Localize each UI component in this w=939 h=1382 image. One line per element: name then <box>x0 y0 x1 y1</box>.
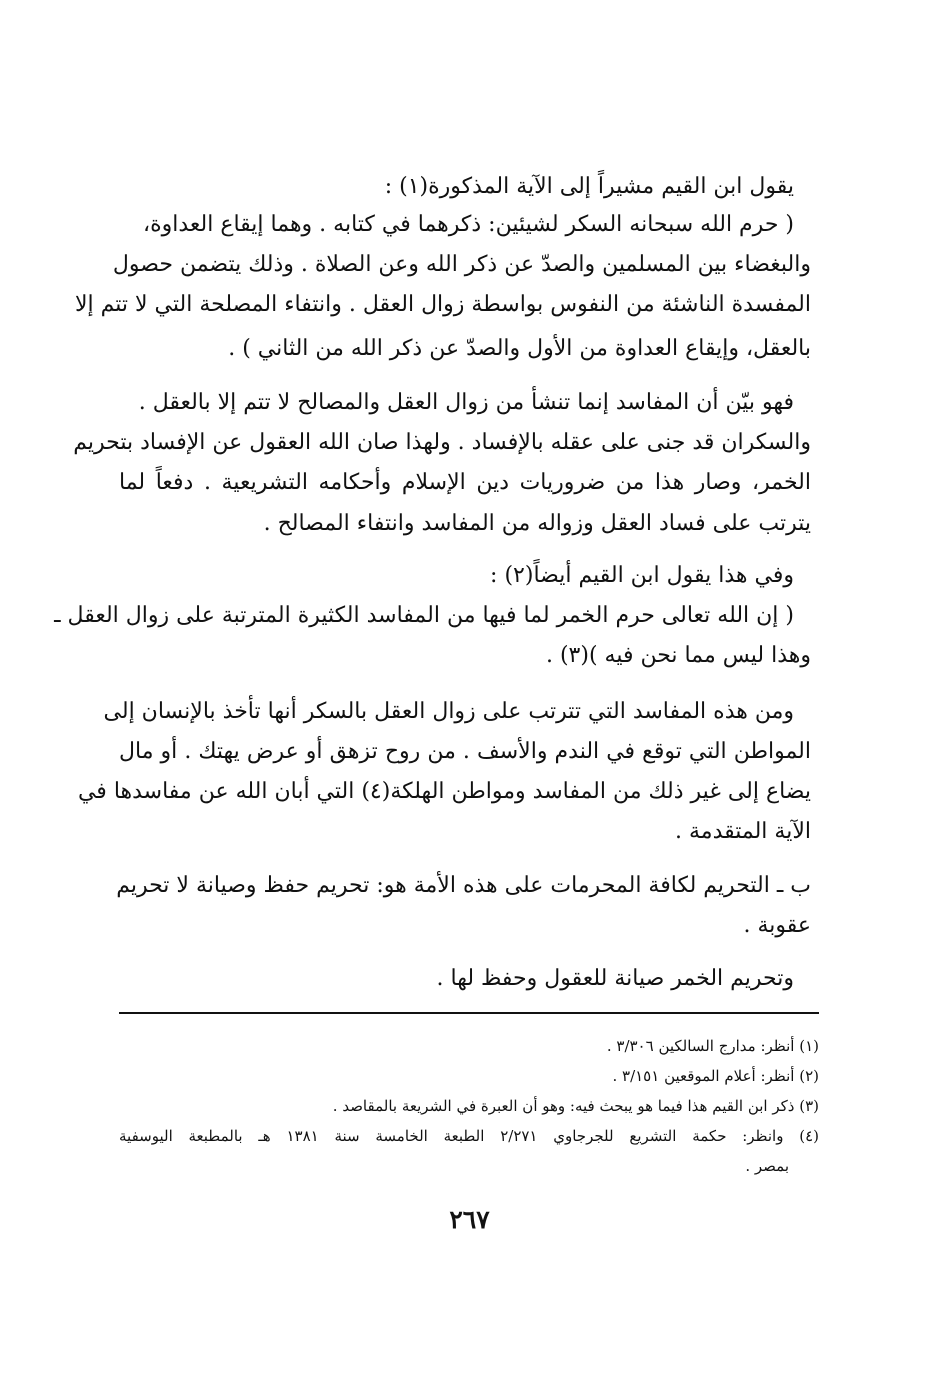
body-line: المفسدة الناشئة من النفوس بواسطة زوال العقل . وانتفاء المصلحة التي لا تتم إلا <box>74 292 811 317</box>
body-line: وفي هذا يقول ابن القيم أيضاً(٢) : <box>490 563 794 588</box>
body-line: والسكران قد جنى على عقله بالإفساد . ولهذا صان الله العقول عن الإفساد بتحريم <box>73 430 811 455</box>
footnote: (٣) ذكر ابن القيم هذا فيما هو يبحث فيه: وهو أن العبرة في الشريعة بالمقاصد . <box>332 1097 819 1115</box>
body-line: ( حرم الله سبحانه السكر لشيئين: ذكرهما في كتابه . وهما إيقاع العداوة، <box>143 212 794 237</box>
body-line: يقول ابن القيم مشيراً إلى الآية المذكورة(١) : <box>384 174 794 199</box>
body-line: الآية المتقدمة . <box>675 819 811 844</box>
footnote: (٢) أنظر: أعلام الموقعين ٣/١٥١ . <box>612 1067 819 1085</box>
page-number: ٢٦٧ <box>449 1205 490 1234</box>
body-line: وهذا ليس مما نحن فيه )(٣) . <box>545 643 811 668</box>
body-line: فهو بيّن أن المفاسد إنما تنشأ من زوال العقل والمصالح لا تتم إلا بالعقل . <box>138 390 794 415</box>
body-line: الخمر، وصار هذا من ضروريات دين الإسلام وأحكامه التشريعية . دفعاً لما <box>119 470 811 495</box>
body-line: ومن هذه المفاسد التي تترتب على زوال العقل بالسكر أنها تأخذ بالإنسان إلى <box>103 699 794 724</box>
body-line: ( إن الله تعالى حرم الخمر لما فيها من المفاسد الكثيرة المترتبة على زوال العقل ـ <box>54 603 794 628</box>
footnote: (١) أنظر: مدارج السالكين ٣/٣٠٦ . <box>606 1037 819 1055</box>
body-line: يضاع إلى غير ذلك من المفاسد ومواطن الهلكة(٤) التي أبان الله عن مفاسدها في <box>77 779 811 804</box>
body-line: وتحريم الخمر صيانة للعقول وحفظ لها . <box>436 966 794 991</box>
footnote: بمصر . <box>745 1157 789 1175</box>
body-line: يترتب على فساد العقل وزواله من المفاسد وانتفاء المصالح . <box>263 511 811 536</box>
body-line: والبغضاء بين المسلمين والصدّ عن ذكر الله وعن الصلاة . وذلك يتضمن حصول <box>112 252 811 277</box>
body-line: ب ـ التحريم لكافة المحرمات على هذه الأمة هو: تحريم حفظ وصيانة لا تحريم <box>116 873 811 898</box>
footnote-separator <box>119 1012 819 1014</box>
footnote: (٤) وانظر: حكمة التشريع للجرجاوي ٢/٢٧١ الطبعة الخامسة سنة ١٣٨١ هـ بالمطبعة اليوسفية <box>119 1127 819 1145</box>
body-line: المواطن التي توقع في الندم والأسف . من روح تزهق أو عرض يهتك . أو مال <box>119 739 811 764</box>
body-line: بالعقل، وإيقاع العداوة من الأول والصدّ عن ذكر الله من الثاني ) . <box>228 336 811 361</box>
body-line: عقوبة . <box>743 913 811 938</box>
